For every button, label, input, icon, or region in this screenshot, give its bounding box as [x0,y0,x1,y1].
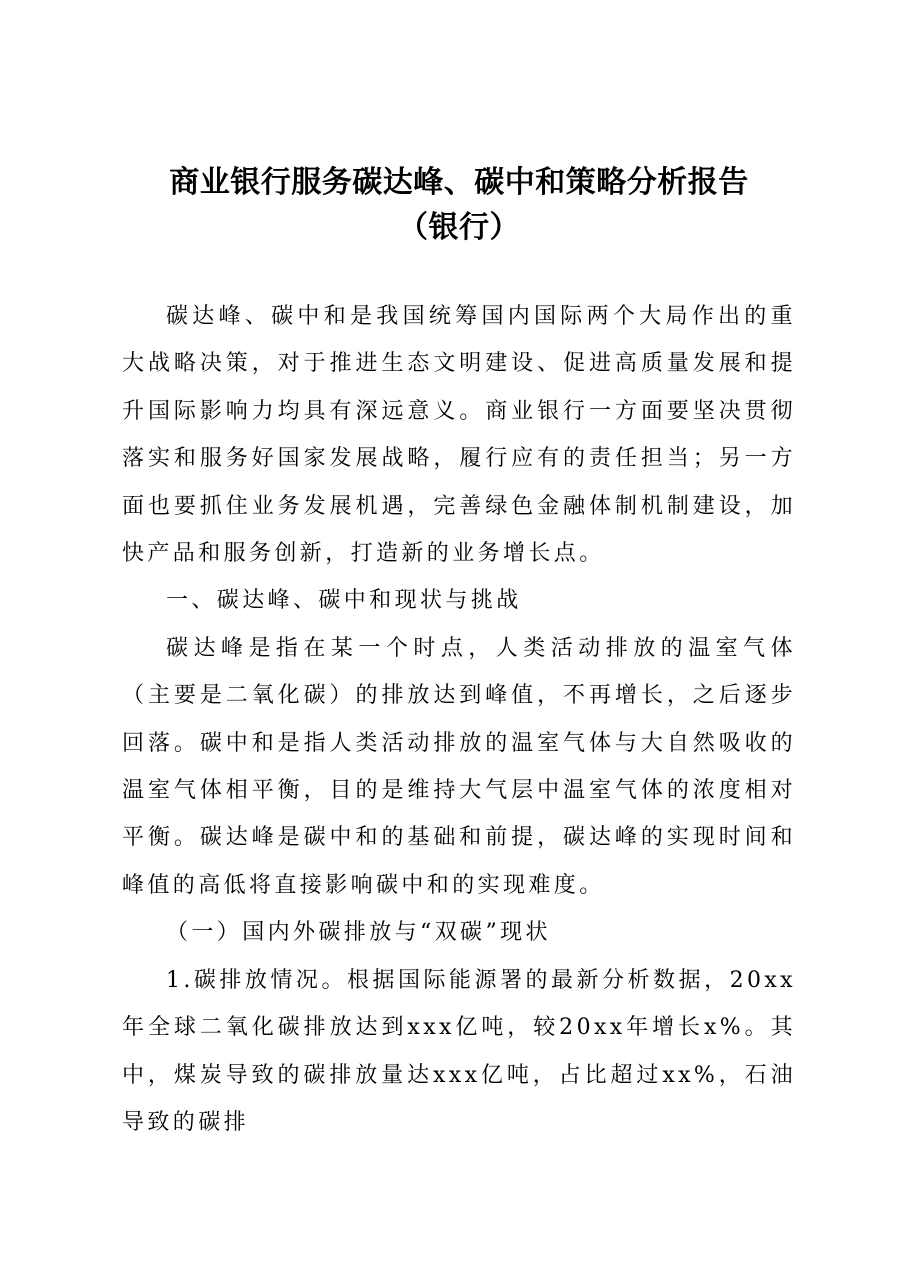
intro-paragraph: 碳达峰、碳中和是我国统筹国内国际两个大局作出的重大战略决策，对于推进生态文明建设、促进高质量发展和提升国际影响力均具有深远意义。商业银行一方面要坚决贯彻落实和服务好国家发展战略，履行应有的责任担当；另一方面也要抓住业务发展机遇，完善绿色金融体制机制建设，加快产品和服务创新，打造新的业务增长点。 [122,304,796,567]
document-title [122,160,796,250]
section-heading-1: 一、碳达峰、碳中和现状与挑战 [166,588,522,614]
definition-paragraph: 碳达峰是指在某一个时点，人类活动排放的温室气体（主要是二氧化碳）的排放达到峰值，不再增长，之后逐步回落。碳中和是指人类活动排放的温室气体与大自然吸收的温室气体相平衡，目的是维持大气层中温室气体的浓度相对平衡。碳达峰是碳中和的基础和前提，碳达峰的实现时间和峰值的高低将直接影响碳中和的实现难度。 [122,635,796,898]
title-line-1: 商业银行服务碳达峰、碳中和策略分析报告 [169,165,749,200]
subsection-heading-1: （一）国内外碳排放与“双碳”现状 [166,920,551,946]
emissions-paragraph: 1.碳排放情况。根据国际能源署的最新分析数据，20xx年全球二氧化碳排放达到xxx亿吨，较20xx年增长x%。其中，煤炭导致的碳排放量达xxx亿吨，占比超过xx%，石油导致的碳排 [122,967,796,1135]
document-body [122,293,796,1146]
title-line-2: （银行） [398,210,520,245]
